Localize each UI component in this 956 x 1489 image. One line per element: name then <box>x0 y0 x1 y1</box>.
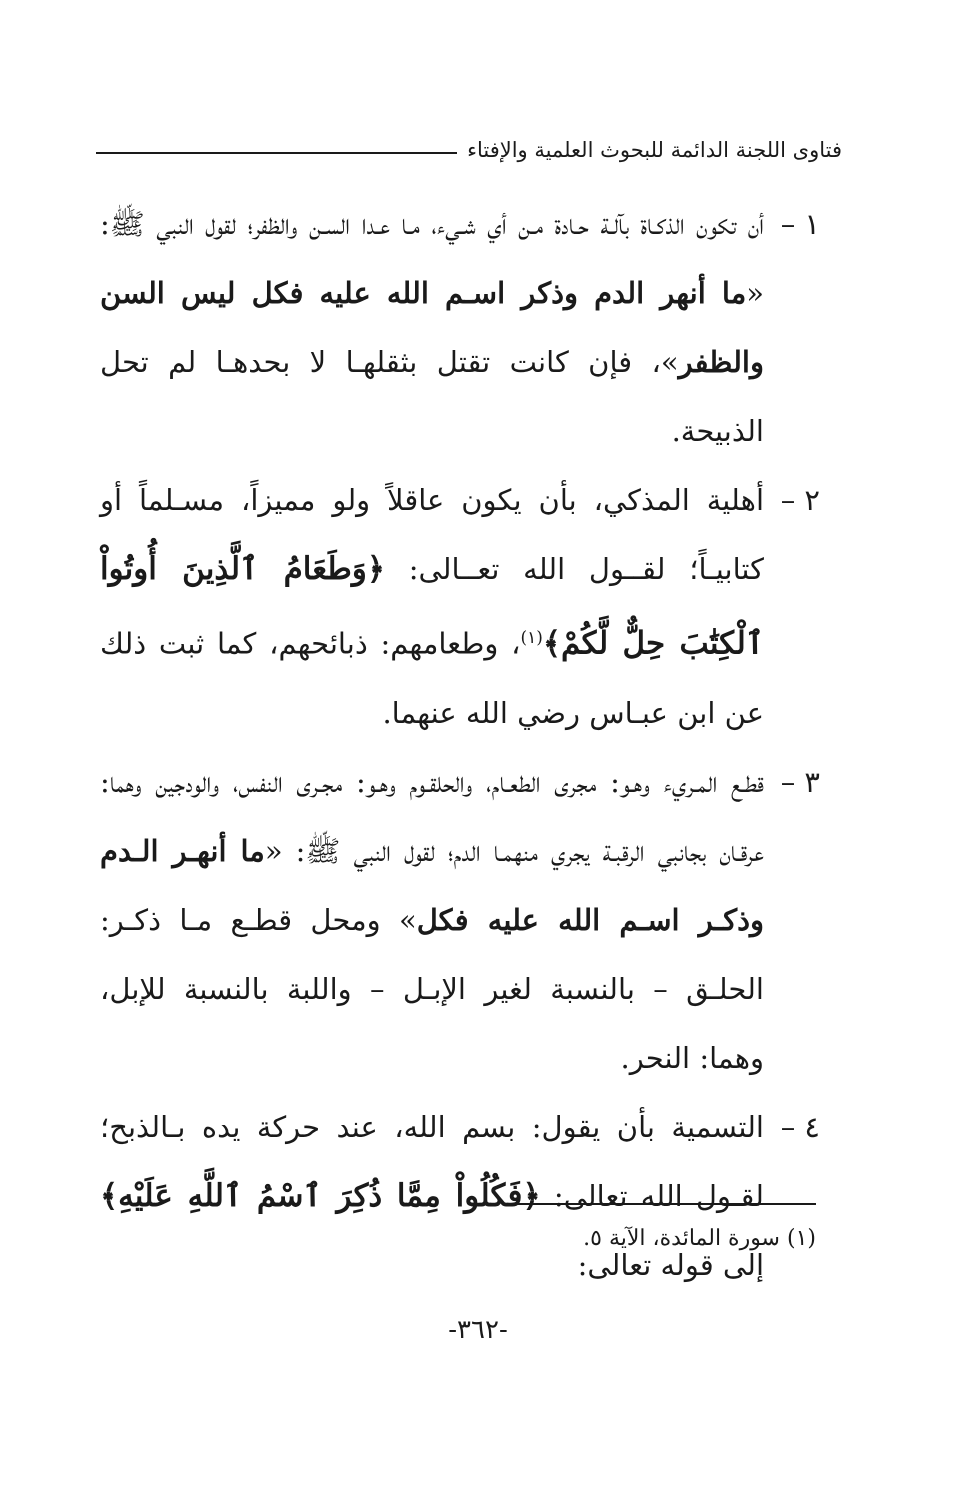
item-text: » ومحل قطـع مـا ذكـر: الحلـق – بالنسبة لغير الإبـل – واللبة بالنسبة للإبل، وهما: النحر. <box>100 902 764 1075</box>
item-text: أن تكون الذكـاة بآلـة حـادة مـن أي شـيء، مـا عـدا السـن والظفر؛ لقول النبي ﷺ: « <box>100 207 764 310</box>
item-text: قطـع المـريء وهـو: مجرى الطعـام، والحلقـوم وهـو: مجـرى النفس، والودجين وهما: عرقـان بجانبي الرقبـة يجري منهمـا الدم؛ لقول النبي ﷺ: « <box>100 764 765 868</box>
hadith-text: ما أنهـر الـدم وذكـر اسـم الله عليه فكل <box>100 833 764 937</box>
hadith-text: ما أنهر الدم وذكر اسـم الله عليه فكل ليس السن والظفر <box>100 276 764 379</box>
footnote-ref[interactable]: (١) <box>520 628 543 648</box>
item-number: ٢ – <box>780 483 820 517</box>
list-item <box>100 748 820 1093</box>
quran-verse: ﴿فَكُلُواْ مِمَّا ذُكِرَ ٱسْمُ ٱللَّهِ عَلَيْهِ﴾ <box>100 1177 541 1214</box>
item-text: »، فإن كانت تقتل بثقلهـا لا بحدهـا لم تحل الذبيحة. <box>100 345 764 448</box>
item-text: ، وطعامهم: ذبائحهم، كما ثبت ذلك عن ابن عبـاس رضي الله عنهما. <box>100 626 764 730</box>
item-text: إلى قوله تعالى: <box>577 1247 764 1282</box>
main-text <box>100 190 820 1300</box>
item-number: ٤ – <box>780 1109 820 1144</box>
page-number: -٣٦٢- <box>448 1315 508 1345</box>
item-number: ١ – <box>780 207 820 241</box>
book-title: فتاوى اللجنة الدائمة للبحوث العلمية والإفتاء <box>467 138 842 162</box>
item-text: أهلية المذكي، بأن يكون عاقلاً ولو مميزاً، مسـلماً أو كتابيـاً؛ لقــول الله تعــالى: <box>100 483 764 586</box>
footnote-divider <box>510 1203 816 1205</box>
list-item <box>100 466 820 748</box>
item-text: التسمية بأن يقول: بسم الله، عند حركة يده بـالذبح؛ لقـول الله تعالى: <box>100 1109 764 1213</box>
list-item <box>100 1093 820 1300</box>
item-number: ٣ – <box>780 764 820 799</box>
header-rule <box>96 152 457 154</box>
footnote: (١) سورة المائدة، الآية ٥. <box>583 1226 816 1251</box>
list-item <box>100 190 820 466</box>
quran-verse: ﴿وَطَعَامُ ٱلَّذِينَ أُوتُواْ ٱلْكِتَٰبَ حِلٌّ لَّكُمْ﴾ <box>100 551 765 662</box>
running-header <box>96 130 842 170</box>
